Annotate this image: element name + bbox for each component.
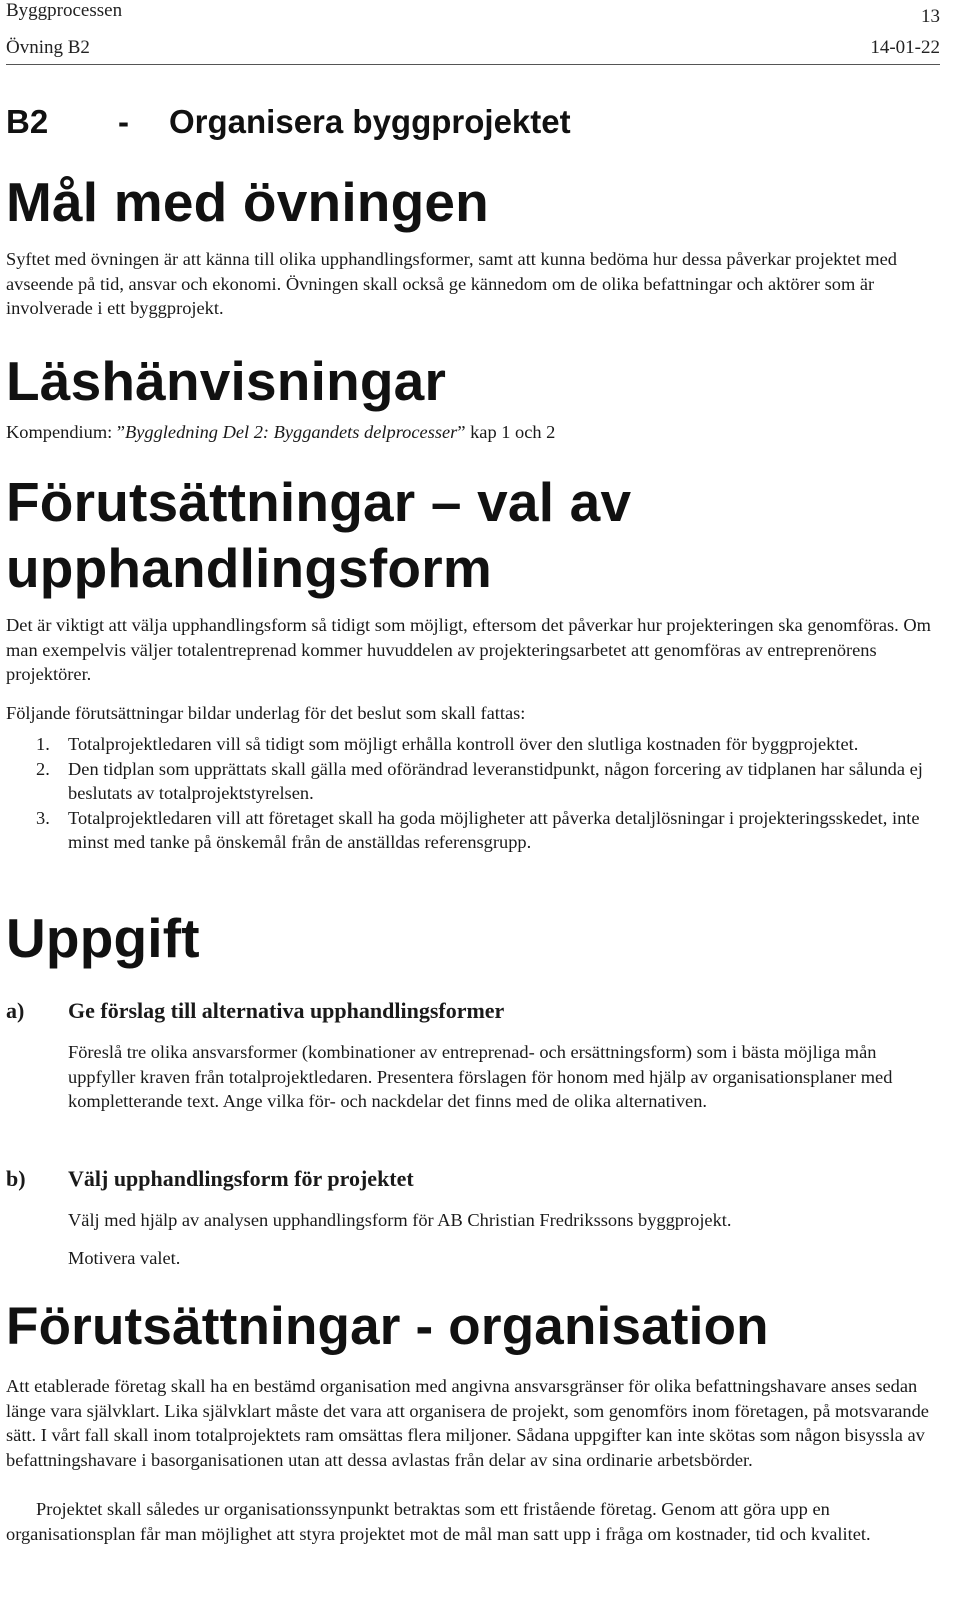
task-heading: Uppgift bbox=[6, 907, 200, 969]
list-item bbox=[6, 757, 940, 806]
prerequisites-list bbox=[6, 732, 940, 855]
task-b-title: Välj upphandlingsform för projektet bbox=[68, 1166, 414, 1191]
list-item-number: 1. bbox=[36, 734, 50, 754]
reading-suffix: ” kap 1 och 2 bbox=[457, 422, 556, 442]
goal-paragraph: Syftet med övningen är att känna till olika upphandlingsformer, samt att kunna bedöma hur dessa påverkar projektet med avseende på tid, ansvar och ekonomi. Övningen skall också ge kännedom om de olika befattningar och aktörer som är involverade i ett byggprojekt. bbox=[6, 249, 897, 318]
reading-reference bbox=[6, 420, 936, 445]
task-b-text: Välj med hjälp av analysen upphandlingsform för AB Christian Fredrikssons byggprojekt. bbox=[68, 1210, 732, 1230]
exercise-name: Övning B2 bbox=[6, 37, 90, 58]
chapter-code: B2 bbox=[6, 103, 49, 140]
list-item-text: Totalprojektledaren vill att företaget skall ha goda möjligheter att påverka detaljlösningar i projekteringsskedet, inte minst med tanke på önskemål från de anställdas referensgrupp. bbox=[68, 807, 920, 852]
list-item-number: 3. bbox=[36, 807, 50, 828]
list-item-text: Totalprojektledaren vill så tidigt som möjligt erhålla kontroll över den slutliga kostnaden för byggprojektet. bbox=[68, 734, 859, 754]
list-item bbox=[6, 806, 940, 855]
task-a-text: Föreslå tre olika ansvarsformer (kombinationer av entreprenad- och ersättningsform) som i bästa möjliga mån uppfyller kraven från totalprojektledaren. Presentera förslagen för honom med hjälp av organisationsplaner med kompletterande text. Ange vilka för- och nackdelar det finns med de olika alternativen. bbox=[68, 1042, 893, 1111]
list-item-number: 2. bbox=[36, 758, 50, 779]
page-number: 13 bbox=[921, 6, 940, 27]
list-item bbox=[6, 732, 940, 757]
chapter-dash: - bbox=[118, 103, 129, 140]
header-date: 14-01-22 bbox=[870, 37, 940, 58]
chapter-title: Organisera byggprojektet bbox=[169, 103, 571, 140]
list-item-text: Den tidplan som upprättats skall gälla med oförändrad leveranstidpunkt, någon forcering av tidplanen har sålunda ej beslutats av totalprojektstyrelsen. bbox=[68, 758, 923, 803]
reading-prefix: Kompendium: ” bbox=[6, 422, 126, 442]
course-name: Byggprocessen bbox=[6, 0, 123, 21]
task-a-title: Ge förslag till alternativa upphandlingsformer bbox=[68, 998, 505, 1023]
procurement-heading-line2: upphandlingsform bbox=[6, 537, 492, 599]
organisation-paragraph-1: Att etablerade företag skall ha en bestämd organisation med angivna ansvarsgränser för olika befattningshavare anses sedan länge vara självklart. Lika självklart måste det vara att organisera de projekt, som genomförs inom företagen, på motsvarande sätt. I vårt fall skall inom totalprojektets ram omsättas flera miljoner. Sådana uppgifter kan inte skötas som någon bisyssla av befattningshavare i basorganisationen utan att dessa avlastas från delar av sina ordinarie arbetsbörder. bbox=[6, 1376, 929, 1470]
goal-heading: Mål med övningen bbox=[6, 171, 489, 233]
reading-heading: Läshänvisningar bbox=[6, 350, 447, 412]
task-b-motivation: Motivera valet. bbox=[68, 1248, 181, 1268]
chapter-heading bbox=[6, 103, 906, 143]
procurement-heading-line1: Förutsättningar – val av bbox=[6, 471, 632, 533]
reading-book-title: Byggledning Del 2: Byggandets delprocesser bbox=[125, 422, 458, 442]
procurement-paragraph: Det är viktigt att välja upphandlingsform så tidigt som möjligt, eftersom det påverkar hur projekteringen ska genomföras. Om man exempelvis väljer totalentreprenad kommer huvuddelen av projekteringsarbetet att genomföras av entreprenörens projektörer. bbox=[6, 615, 931, 684]
task-b bbox=[6, 1166, 940, 1276]
task-b-letter: b) bbox=[6, 1166, 26, 1191]
organisation-paragraph-2: Projektet skall således ur organisationssynpunkt betraktas som ett fristående företag. Genom att göra upp en organisationsplan får man möjlighet att styra projektet mot de mål man satt upp i fråga om kostnader, tid och kvalitet. bbox=[6, 1499, 871, 1544]
procurement-intro: Följande förutsättningar bildar underlag för det beslut som skall fattas: bbox=[6, 703, 526, 723]
task-a bbox=[6, 998, 940, 1138]
task-a-letter: a) bbox=[6, 998, 25, 1023]
page-header bbox=[6, 0, 940, 65]
organisation-heading: Förutsättningar - organisation bbox=[6, 1297, 769, 1356]
